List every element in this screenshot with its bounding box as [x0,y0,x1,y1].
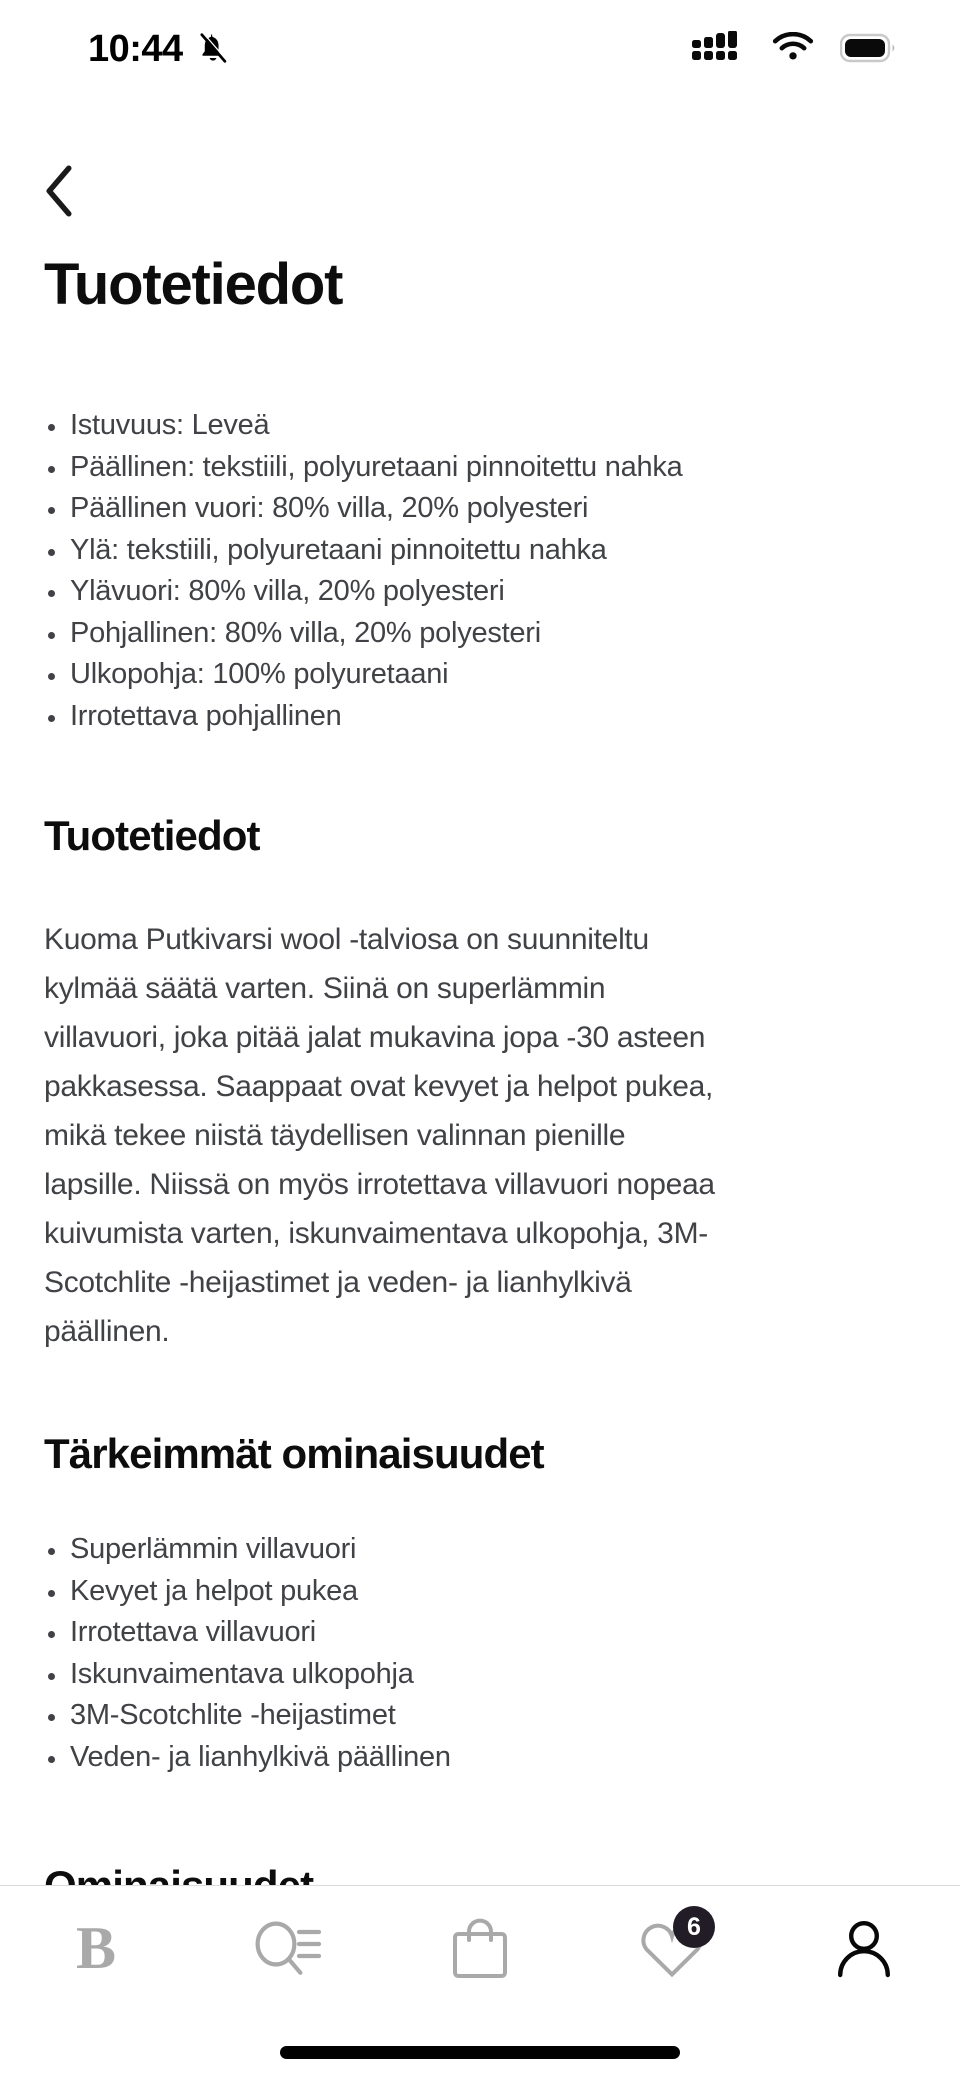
tab-favourites[interactable] [576,1886,768,2010]
cellular-signal-icon [692,31,746,70]
list-item: Superlämmin villavuori [46,1529,906,1571]
list-item: Ulkopohja: 100% polyuretaani [46,654,906,696]
list-item: Ylä: tekstiili, polyuretaani pinnoitettu nahka [46,530,906,572]
list-item: Irrotettava villavuori [46,1612,906,1654]
status-bar [0,0,960,100]
list-item: Iskunvaimentava ulkopohja [46,1654,906,1696]
battery-full-icon [840,33,898,68]
back-button[interactable] [28,160,90,222]
bottom-tab-bar [0,1885,960,2010]
list-item: 3M-Scotchlite -heijastimet [46,1695,906,1737]
section-heading-features: Tärkeimmät ominaisuudet [44,1430,544,1477]
search-list-icon [243,1912,333,1984]
brand-b-letter: B [75,1915,117,1981]
favourites-badge: 6 [673,1906,715,1948]
list-item: Päällinen: tekstiili, polyuretaani pinnoitettu nahka [46,447,906,489]
list-item: Irrotettava pohjallinen [46,696,906,738]
person-icon [819,1912,909,1984]
section-heading-description: Tuotetiedot [44,812,260,859]
status-bar-left [88,27,230,71]
wifi-icon [772,32,814,69]
navigation-bar [0,160,960,230]
list-item: Kevyet ja helpot pukea [46,1571,906,1613]
page-title: Tuotetiedot [44,252,343,317]
tab-home[interactable] [0,1886,192,2010]
tab-account[interactable] [768,1886,960,2010]
list-item: Veden- ja lianhylkivä päällinen [46,1737,906,1779]
tab-search[interactable] [192,1886,384,2010]
shopping-bag-icon [435,1912,525,1984]
heart-icon [627,1912,717,1984]
list-item: Istuvuus: Leveä [46,405,906,447]
home-indicator [280,2046,680,2059]
features-bullet-list [46,1529,906,1778]
brand-b-logo-icon [51,1912,141,1984]
list-item: Pohjallinen: 80% villa, 20% polyesteri [46,613,906,655]
list-item: Päällinen vuori: 80% villa, 20% polyesteri [46,488,906,530]
status-bar-clock: 10:44 [88,27,183,70]
chevron-left-icon [44,165,74,217]
bell-muted-icon [196,31,230,70]
description-paragraph: Kuoma Putkivarsi wool -talviosa on suunniteltu kylmää säätä varten. Siinä on superlämmin villavuori, joka pitää jalat mukavina jopa -30 asteen pakkasessa. Saappaat ovat kevyet ja helpot pukea, mikä tekee niistä täydellisen valinnan pienille lapsille. Niissä on myös irrotettava villavuori nopeaa kuivumista varten, iskunvaimentava ulkopohja, 3M-Scotchlite -heijastimet ja veden- ja lianhylkivä päällinen. [44,923,715,1348]
status-bar-right [692,31,898,70]
list-item: Ylävuori: 80% villa, 20% polyesteri [46,571,906,613]
tab-bag[interactable] [384,1886,576,2010]
specs-bullet-list [46,405,906,737]
